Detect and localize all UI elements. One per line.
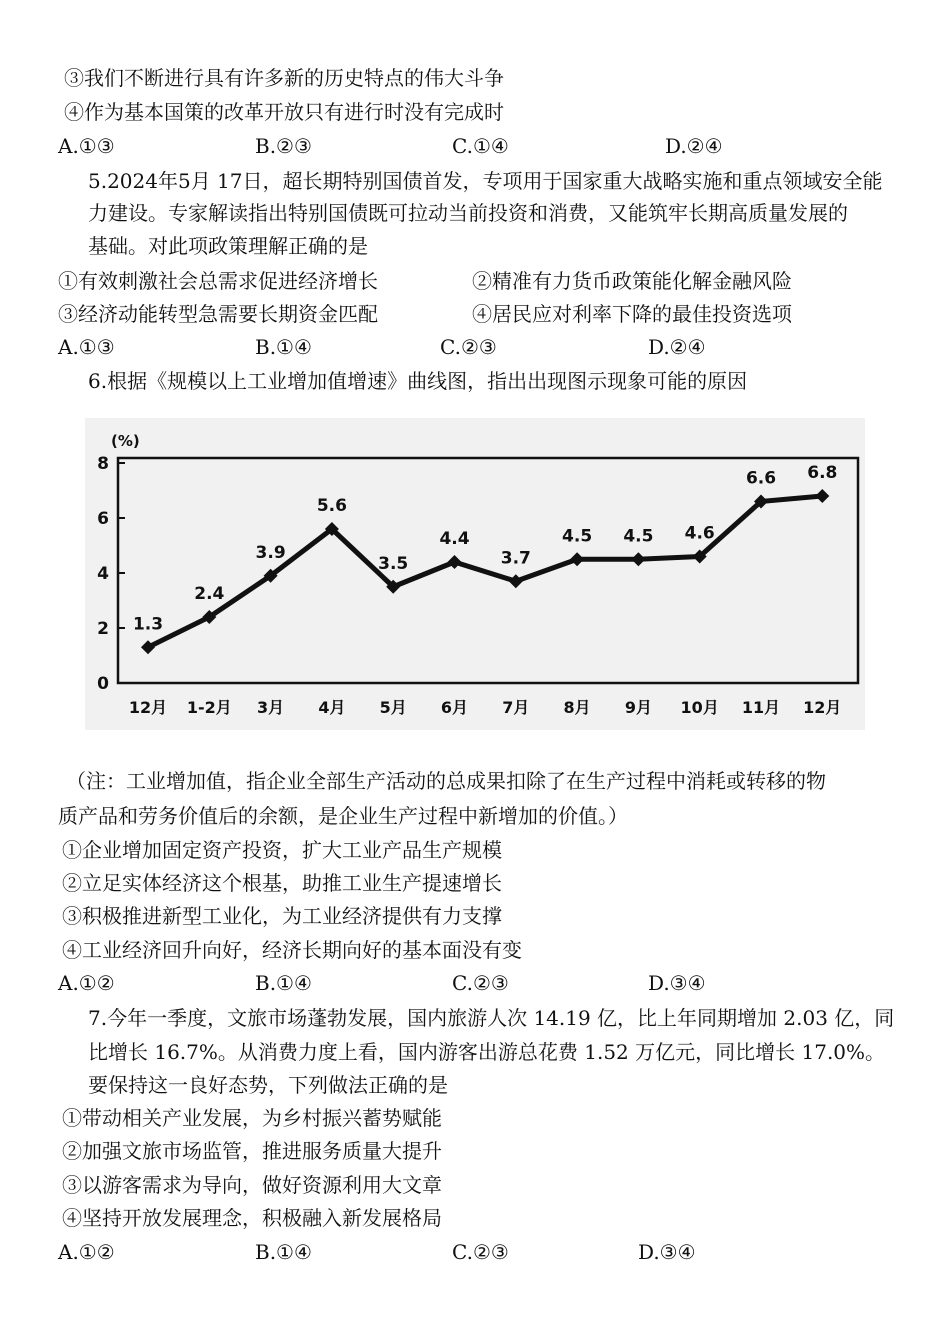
data-label: 4.6 [684,523,715,544]
data-label: 6.6 [745,468,777,489]
x-tick-label: 4月 [318,698,346,717]
y-tick-label: 0 [97,674,109,694]
data-label: 4.5 [562,526,593,547]
data-label: 4.4 [439,529,470,549]
q7-item: ③以游客需求为导向，做好资源利用大文章 [62,1173,442,1197]
data-label: 2.4 [194,584,225,604]
q7-choice-c: C.②③ [452,1240,509,1264]
q6-choice-c: C.②③ [452,971,509,995]
x-tick-label: 7月 [502,698,530,717]
industrial-growth-chart [85,418,865,730]
data-label: 5.6 [316,496,347,516]
q4-item: ④作为基本国策的改革开放只有进行时没有完成时 [64,100,504,124]
q5-choice-c: C.②③ [440,335,497,359]
data-point [631,552,645,566]
q5-item: ②精准有力货币政策能化解金融风险 [472,269,792,293]
q5-stem: 力建设。专家解读指出特别国债既可拉动当前投资和消费，又能筑牢长期高质量发展的 [88,201,848,225]
q5-choice-b: B.①④ [255,335,312,359]
q6-choice-d: D.③④ [648,971,706,995]
q5-item: ④居民应对利率下降的最佳投资选项 [472,302,792,326]
q6-choice-b: B.①④ [255,971,312,995]
data-label: 3.7 [500,548,531,569]
data-point [570,552,584,566]
q4-choice-d: D.②④ [665,134,723,158]
q4-item: ③我们不断进行具有许多新的历史特点的伟大斗争 [64,66,504,90]
q7-stem: 7.今年一季度，文旅市场蓬勃发展，国内旅游人次 14.19 亿，比上年同期增加 2.03 亿，同 [88,1006,895,1030]
q4-choice-a: A.①③ [58,134,115,158]
q6-note: 质产品和劳务价值后的余额，是企业生产过程中新增加的价值。） [58,804,628,828]
data-label: 4.5 [623,526,654,547]
x-tick-label: 5月 [379,698,407,717]
q7-choice-a: A.①② [58,1240,115,1264]
data-label: 1.3 [132,614,164,635]
q5-stem: 5.2024年5月 17日，超长期特别国债首发，专项用于国家重大战略实施和重点领域安全能 [88,169,883,193]
q7-item: ②加强文旅市场监管，推进服务质量大提升 [62,1139,442,1163]
data-label: 3.5 [378,553,409,574]
q7-stem: 比增长 16.7%。从消费力度上看，国内游客出游总花费 1.52 万亿元，同比增长 17.0%。 [88,1040,886,1064]
q5-choice-a: A.①③ [58,335,115,359]
q7-stem: 要保持这一良好态势，下列做法正确的是 [88,1073,448,1097]
y-tick-label: 4 [97,564,109,584]
q4-choice-c: C.①④ [452,134,509,158]
q5-item: ③经济动能转型急需要长期资金匹配 [58,302,378,326]
y-tick-label: 2 [97,619,109,639]
x-tick-label: 12月 [803,698,842,717]
x-tick-label: 3月 [257,698,285,717]
q5-choice-d: D.②④ [648,335,706,359]
y-tick-label: 8 [97,454,109,474]
y-axis-unit-label: (%) [111,432,140,450]
q7-choice-d: D.③④ [638,1240,696,1264]
x-tick-label: 12月 [128,698,168,717]
q5-stem: 基础。对此项政策理解正确的是 [88,234,368,258]
series-line [148,496,822,647]
x-tick-label: 1-2月 [186,698,232,717]
y-tick-label: 6 [97,509,109,529]
q7-item: ①带动相关产业发展，为乡村振兴蓄势赋能 [62,1106,442,1130]
q6-stem: 6.根据《规模以上工业增加值增速》曲线图，指出出现图示现象可能的原因 [88,369,748,393]
q5-item: ①有效刺激社会总需求促进经济增长 [58,269,378,293]
q6-item: ①企业增加固定资产投资，扩大工业产品生产规模 [62,838,502,862]
x-tick-label: 8月 [563,698,591,717]
data-point [448,555,462,569]
x-tick-label: 11月 [741,698,781,717]
x-tick-label: 6月 [440,698,469,717]
x-tick-label: 10月 [680,698,719,717]
x-tick-label: 9月 [624,698,652,717]
q7-choice-b: B.①④ [255,1240,312,1264]
data-label: 6.8 [807,463,838,483]
data-point [509,574,523,588]
q7-item: ④坚持开放发展理念，积极融入新发展格局 [62,1206,442,1230]
line-chart [85,418,865,730]
data-label: 3.9 [255,542,286,563]
q6-item: ②立足实体经济这个根基，助推工业生产提速增长 [62,871,502,895]
q6-note: （注：工业增加值，指企业全部生产活动的总成果扣除了在生产过程中消耗或转移的物 [66,769,826,793]
q6-choice-a: A.①② [58,971,115,995]
q4-choice-b: B.②③ [255,134,312,158]
q6-item: ④工业经济回升向好，经济长期向好的基本面没有变 [62,938,522,962]
data-point [815,489,829,503]
q6-item: ③积极推进新型工业化，为工业经济提供有力支撑 [62,904,502,928]
